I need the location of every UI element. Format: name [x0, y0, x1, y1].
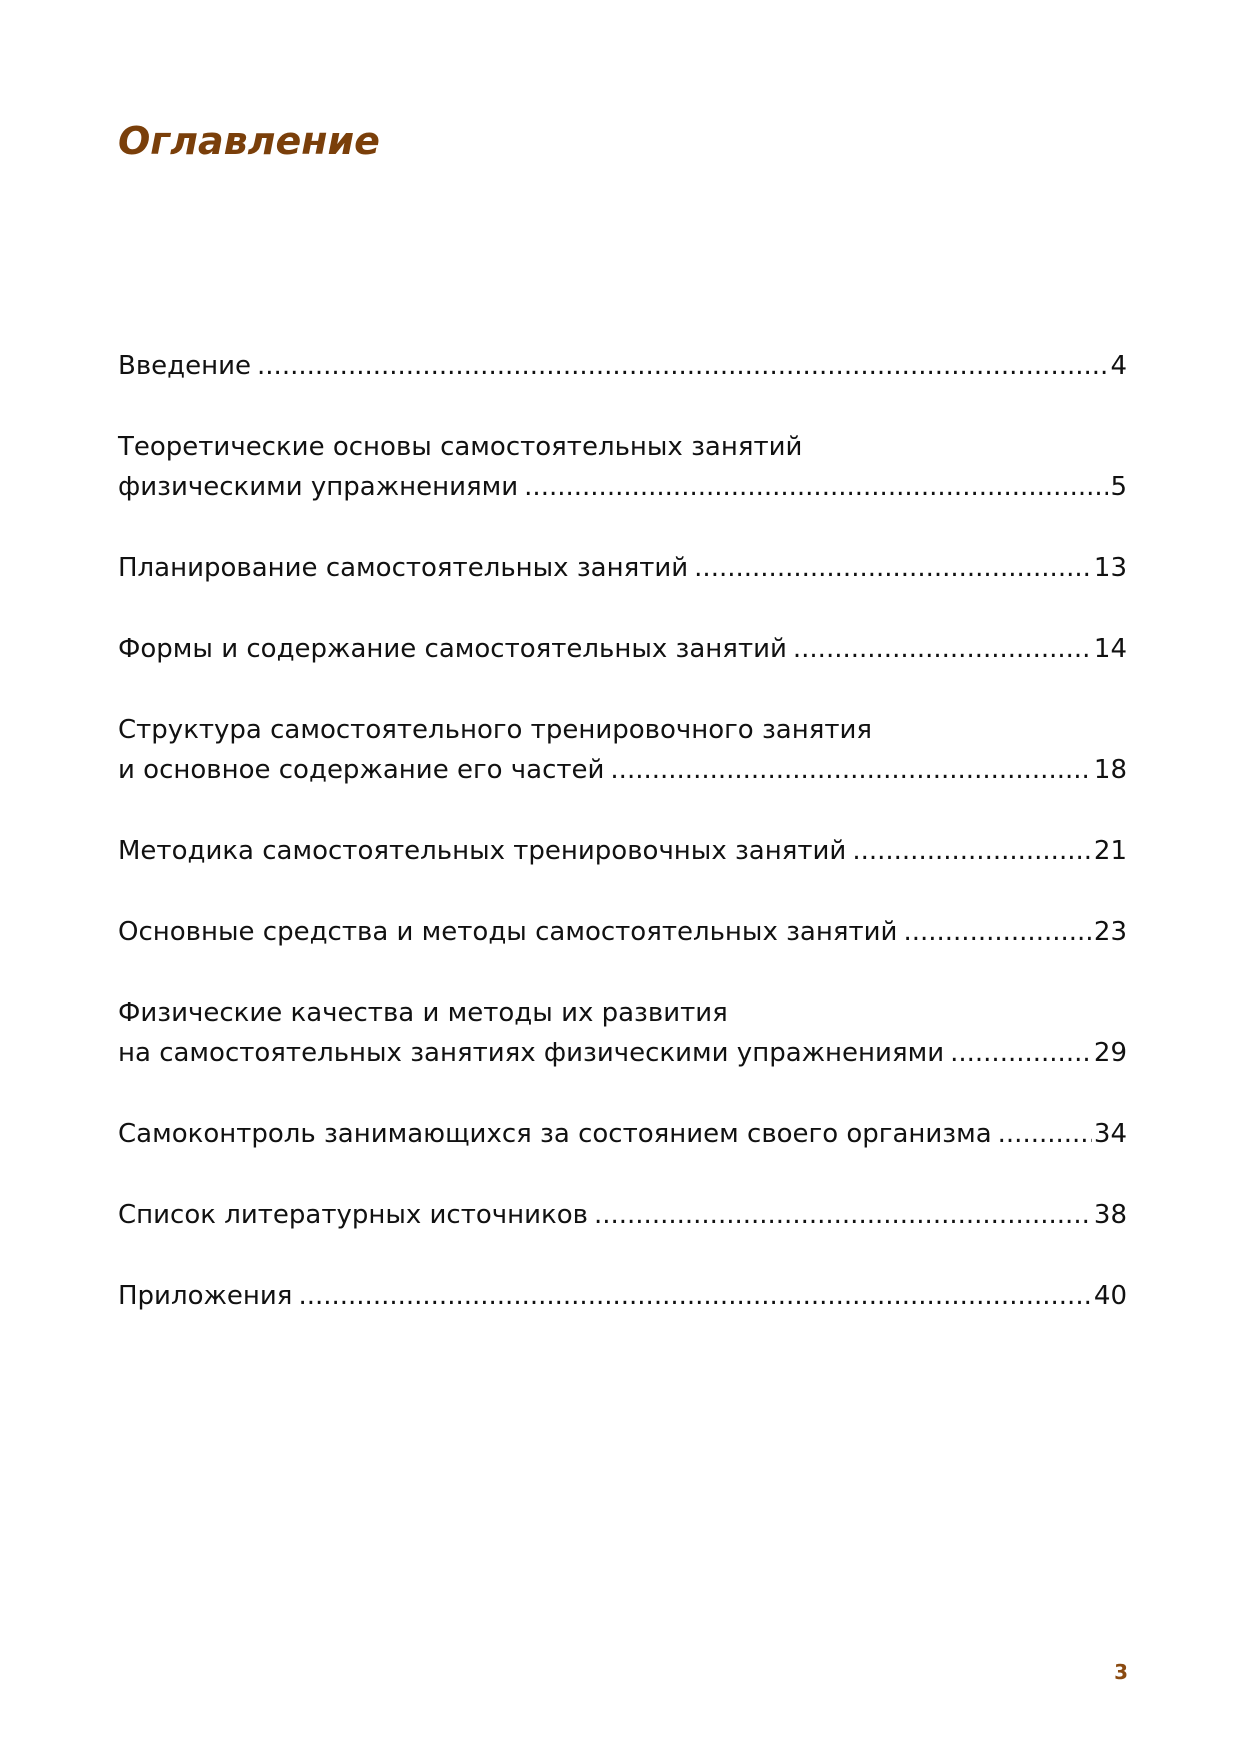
toc-entry-title: Формы и содержание самостоятельных занятий	[118, 634, 787, 664]
toc-entry-page-number: 38	[1093, 1200, 1127, 1230]
dot-leader	[950, 1033, 1092, 1073]
toc-entry[interactable]	[118, 427, 1127, 507]
toc-entry[interactable]	[118, 710, 1127, 790]
toc-entry-title: Приложения	[118, 1281, 293, 1311]
dot-leader	[903, 912, 1091, 952]
dot-leader	[852, 831, 1092, 871]
toc-entry-title-line: Физические качества и методы их развития	[118, 998, 728, 1028]
toc-entry-row	[118, 1033, 1127, 1073]
toc-entry-row	[118, 548, 1127, 588]
toc-entry-page-number: 34	[1093, 1119, 1127, 1149]
page-title: Оглавление	[118, 119, 380, 163]
toc-entry-title: Самоконтроль занимающихся за состоянием своего организма	[118, 1119, 992, 1149]
toc-entry[interactable]	[118, 831, 1127, 871]
dot-leader	[298, 1276, 1091, 1316]
toc-entry-title: Методика самостоятельных тренировочных занятий	[118, 836, 847, 866]
toc-entry-title: на самостоятельных занятиях физическими упражнениями	[118, 1038, 945, 1068]
toc-entry[interactable]	[118, 1276, 1127, 1316]
toc-entry-title: и основное содержание его частей	[118, 755, 605, 785]
page-number: 3	[1114, 1660, 1128, 1684]
toc-entry[interactable]	[118, 1195, 1127, 1235]
table-of-contents	[118, 346, 1127, 1357]
toc-entry[interactable]	[118, 1114, 1127, 1154]
toc-entry-row	[118, 629, 1127, 669]
toc-entry-title: Планирование самостоятельных занятий	[118, 553, 689, 583]
dot-leader	[793, 629, 1092, 669]
dot-leader	[524, 467, 1108, 507]
toc-entry-row	[118, 912, 1127, 952]
toc-entry[interactable]	[118, 912, 1127, 952]
toc-entry-page-number: 21	[1093, 836, 1127, 866]
toc-entry-title: физическими упражнениями	[118, 472, 519, 502]
toc-entry-row	[118, 346, 1127, 386]
toc-entry-page-number: 4	[1110, 351, 1127, 381]
toc-entry-page-number: 5	[1110, 472, 1127, 502]
toc-entry-title: Список литературных источников	[118, 1200, 588, 1230]
dot-leader	[998, 1114, 1092, 1154]
toc-entry-title: Основные средства и методы самостоятельных занятий	[118, 917, 898, 947]
toc-entry-title: Введение	[118, 351, 252, 381]
toc-entry-page-number: 13	[1093, 553, 1127, 583]
toc-entry-row	[118, 1114, 1127, 1154]
toc-entry[interactable]	[118, 346, 1127, 386]
toc-entry-page-number: 14	[1093, 634, 1127, 664]
toc-entry[interactable]	[118, 993, 1127, 1073]
toc-entry[interactable]	[118, 548, 1127, 588]
dot-leader	[610, 750, 1091, 790]
toc-entry-page-number: 40	[1093, 1281, 1127, 1311]
toc-entry-row	[118, 1195, 1127, 1235]
dot-leader	[694, 548, 1092, 588]
toc-entry-page-number: 29	[1093, 1038, 1127, 1068]
toc-entry-row	[118, 1276, 1127, 1316]
toc-entry-row	[118, 750, 1127, 790]
toc-entry[interactable]	[118, 629, 1127, 669]
dot-leader	[257, 346, 1108, 386]
toc-entry-page-number: 18	[1093, 755, 1127, 785]
toc-entry-page-number: 23	[1093, 917, 1127, 947]
toc-entry-row	[118, 467, 1127, 507]
toc-entry-title-line: Теоретические основы самостоятельных занятий	[118, 432, 803, 462]
dot-leader	[594, 1195, 1092, 1235]
toc-entry-title-line: Структура самостоятельного тренировочного занятия	[118, 715, 873, 745]
toc-entry-row	[118, 831, 1127, 871]
